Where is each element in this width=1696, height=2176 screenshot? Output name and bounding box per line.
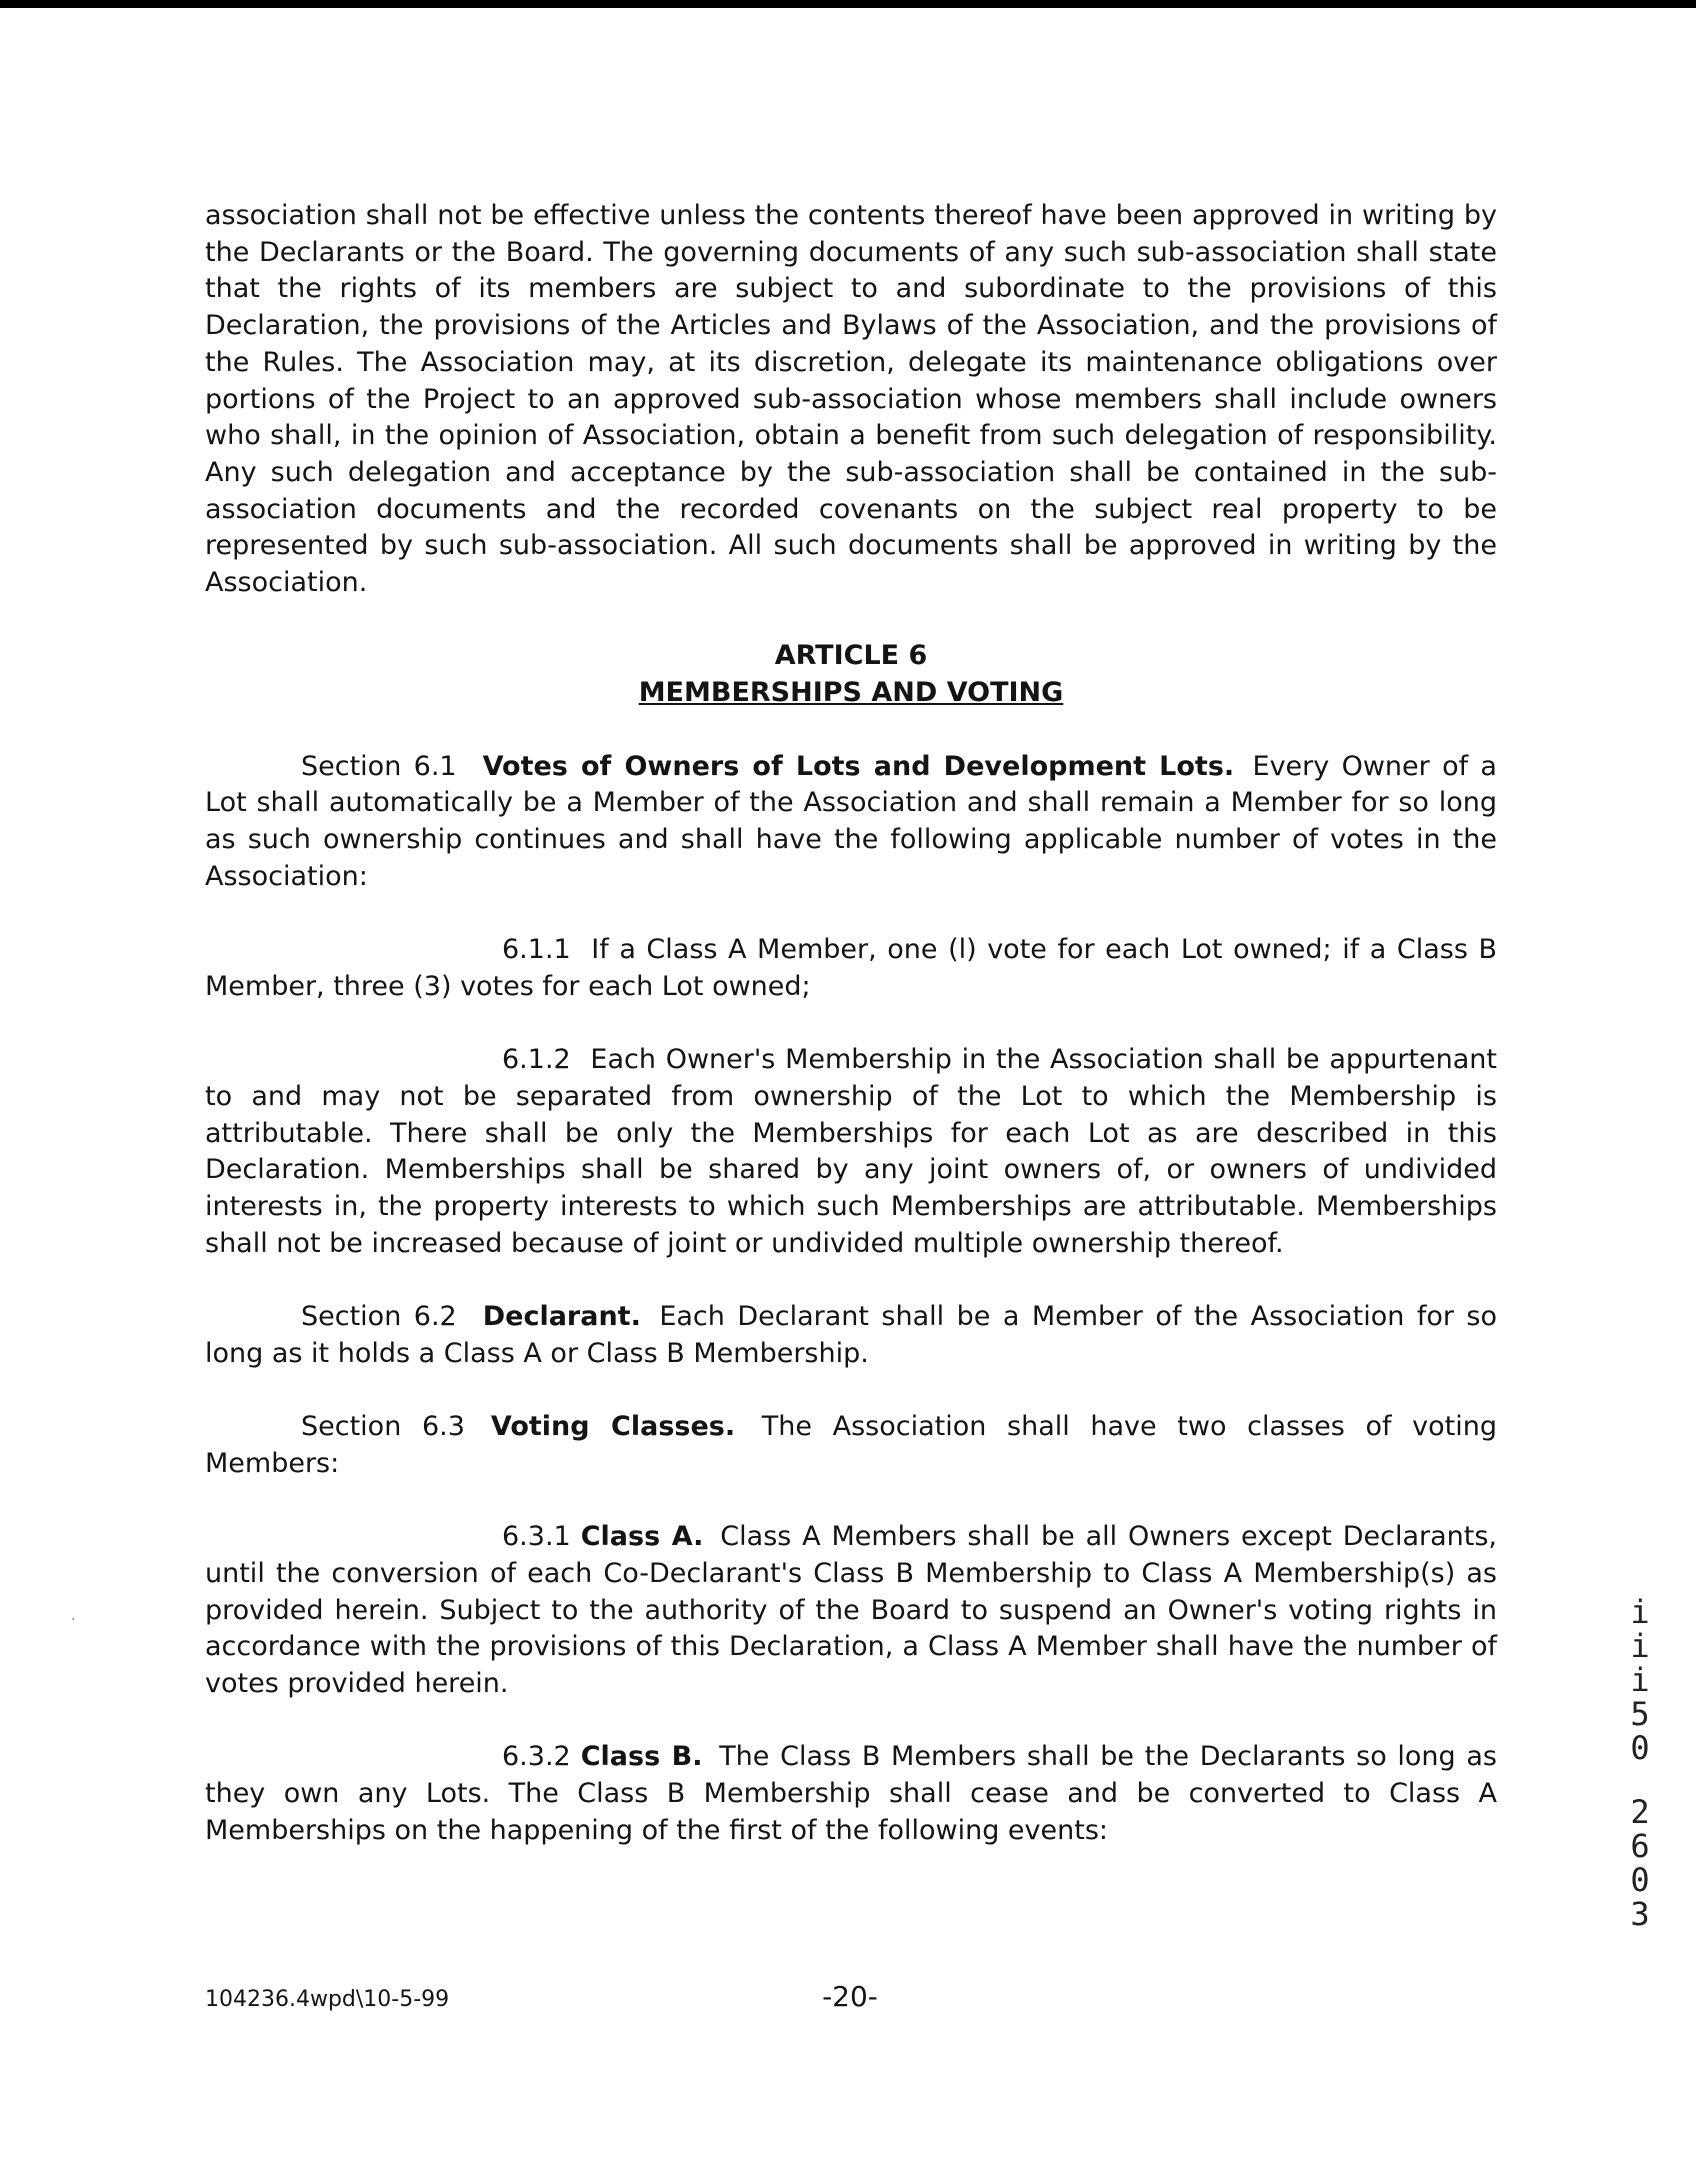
- article-title: MEMBERSHIPS AND VOTING: [638, 677, 1064, 709]
- section-6-3-2-text: The Class B Members shall be the Declarants so long as they own any Lots. The Class B Membership shall cease and be converted to Class A Memberships on the happening of the first of the following events:: [205, 1741, 1497, 1846]
- section-6-1-1: [205, 932, 1497, 1005]
- stamp-char: 0: [1630, 1729, 1650, 1767]
- scan-top-border: [0, 0, 1696, 8]
- section-6-1: [205, 749, 1497, 896]
- scan-speck: ·: [71, 1612, 76, 1628]
- stamp-char: i: [1630, 1661, 1650, 1699]
- stamp-char: i: [1630, 1627, 1650, 1665]
- section-6-2-text: Each Declarant shall be a Member of the Association for so long as it holds a Class A or Class B Membership.: [205, 1301, 1497, 1369]
- section-6-1-1-text: If a Class A Member, one (l) vote for each Lot owned; if a Class B Member, three (3) votes for each Lot owned;: [205, 934, 1498, 1002]
- section-6-1-label: Section 6.1: [301, 750, 457, 782]
- intro-paragraph: [205, 198, 1497, 602]
- section-6-3-1-label: 6.3.1: [502, 1521, 571, 1553]
- section-6-1-2-label: 6.1.2: [502, 1044, 571, 1076]
- section-6-3-1-text: Class A Members shall be all Owners except Declarants, until the conversion of each Co-Declarant's Class B Membership to Class A Membership(s) as provided herein. Subject to the authority of the Board to suspend an Owner's voting rights in accordance with the provisions of this Declaration, a Class A Member shall have the number of votes provided herein.: [205, 1521, 1497, 1700]
- section-6-3-text: The Association shall have two classes of voting Members:: [205, 1411, 1497, 1479]
- article-heading: [205, 638, 1497, 711]
- section-6-3-2-heading: Class B.: [580, 1741, 703, 1773]
- stamp-char: 2: [1630, 1793, 1650, 1831]
- article-number: ARTICLE 6: [774, 640, 928, 672]
- section-6-1-1-label: 6.1.1: [502, 934, 571, 966]
- section-6-1-heading: Votes of Owners of Lots and Development Lots.: [482, 750, 1235, 782]
- stamp-char: 3: [1630, 1895, 1650, 1933]
- section-6-3: [205, 1409, 1497, 1482]
- section-6-2: [205, 1299, 1497, 1372]
- section-6-3-2: [205, 1739, 1497, 1849]
- section-6-1-2-text: Each Owner's Membership in the Association shall be appurtenant to and may not be separated from ownership of the Lot to which the Membership is attributable. There shall be only the Memberships for each Lot as are described in this Declaration. Memberships shall be shared by any joint owners of, or owners of undivided interests in, the property interests to which such Memberships are attributable. Memberships shall not be increased because of joint or undivided multiple ownership thereof.: [205, 1044, 1497, 1259]
- section-6-1-text: Every Owner of a Lot shall automatically be a Member of the Association and shall remain a Member for so long as such ownership continues and shall have the following applicable number of votes in the Association:: [205, 750, 1497, 892]
- recording-stamp-line1: [1615, 1595, 1665, 1765]
- section-6-3-heading: Voting Classes.: [490, 1411, 736, 1443]
- section-6-3-2-label: 6.3.2: [502, 1741, 571, 1773]
- section-6-2-heading: Declarant.: [482, 1301, 641, 1333]
- section-6-2-label: Section 6.2: [301, 1301, 457, 1333]
- section-6-1-2: [205, 1042, 1497, 1262]
- stamp-char: 5: [1630, 1695, 1650, 1733]
- document-body: [205, 198, 1497, 1850]
- recording-stamp: [1615, 1595, 1665, 1961]
- section-6-3-1: [205, 1519, 1497, 1703]
- section-6-3-label: Section 6.3: [301, 1411, 465, 1443]
- recording-stamp-line2: [1615, 1795, 1665, 1931]
- footer-file-reference: 104236.4wpd\10-5-99: [205, 1987, 450, 2012]
- stamp-char: 0: [1630, 1861, 1650, 1899]
- stamp-char: i: [1630, 1593, 1650, 1631]
- footer-page-number: -20-: [822, 1980, 878, 2013]
- intro-text: association shall not be effective unless the contents thereof have been approved in writing by the Declarants or the Board. The governing documents of any such sub-association shall state that the rights of its members are subject to and subordinate to the provisions of this Declaration, the provisions of the Articles and Bylaws of the Association, and the provisions of the Rules. The Association may, at its discretion, delegate its maintenance obligations over portions of the Project to an approved sub-association whose members shall include owners who shall, in the opinion of Association, obtain a benefit from such delegation of responsibility. Any such delegation and acceptance by the sub-association shall be contained in the sub-association documents and the recorded covenants on the subject real property to be represented by such sub-association. All such documents shall be approved in writing by the Association.: [205, 200, 1497, 599]
- stamp-char: 6: [1630, 1827, 1650, 1865]
- section-6-3-1-heading: Class A.: [580, 1521, 704, 1553]
